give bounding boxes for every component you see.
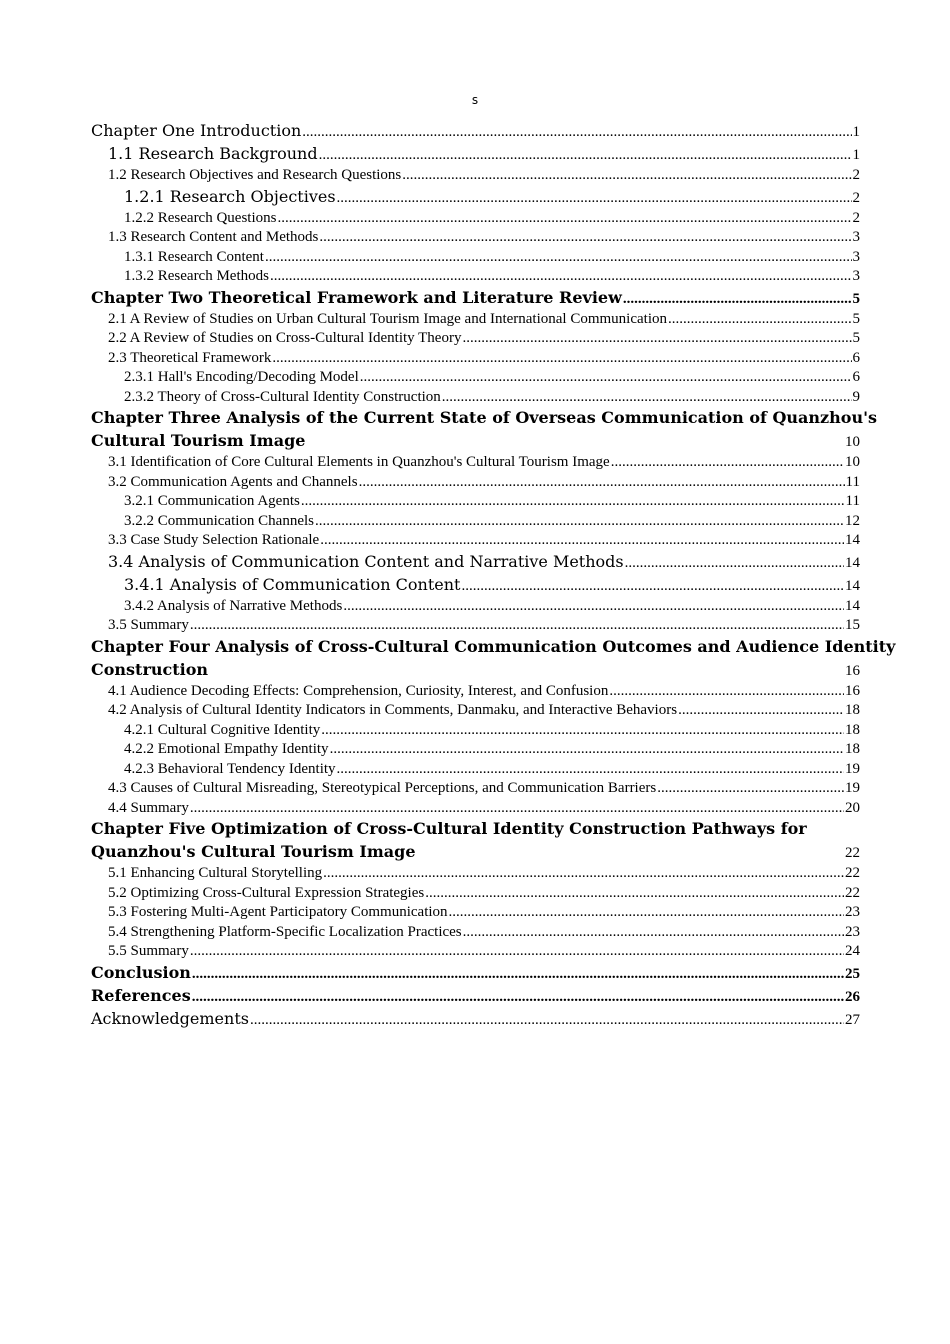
toc-entry-page: 11 (845, 493, 860, 509)
dot-leader (461, 578, 844, 595)
toc-entry[interactable] (91, 963, 860, 986)
toc-entry[interactable] (91, 187, 860, 210)
toc-entry-title: 5.2 Optimizing Cross-Cultural Expression Strategies (108, 884, 425, 901)
toc-entry-page: 3 (852, 268, 860, 284)
dot-leader (315, 513, 844, 530)
toc-entry[interactable] (91, 924, 860, 944)
dot-leader (449, 904, 844, 921)
toc-entry-page: 12 (845, 512, 860, 529)
toc-entry[interactable] (91, 454, 860, 474)
toc-entry[interactable] (91, 780, 860, 800)
dot-leader (463, 924, 844, 941)
dot-leader (192, 989, 844, 1006)
toc-entry-page: 18 (845, 721, 860, 738)
toc-entry-title: 5.3 Fostering Multi-Agent Participatory Communication (108, 904, 448, 920)
toc-entry-page: 18 (845, 741, 860, 757)
toc-entry-title: 4.3 Causes of Cultural Misreading, Stereotypical Perceptions, and Communication Barriers (108, 780, 657, 796)
toc-entry-page: 14 (845, 554, 860, 571)
dot-leader (359, 474, 845, 491)
toc-entry-page: 6 (852, 349, 860, 366)
toc-entry[interactable] (91, 575, 860, 598)
toc-entry[interactable] (91, 311, 860, 331)
toc-entry[interactable] (91, 904, 860, 924)
dot-leader (442, 389, 852, 406)
dot-leader (320, 532, 844, 549)
toc-entry-title-line1: Chapter Four Analysis of Cross-Cultural Communication Outcomes and Audience Identity (91, 636, 896, 656)
toc-entry[interactable] (91, 493, 860, 513)
dot-leader (337, 190, 852, 207)
dot-leader (277, 210, 851, 227)
toc-entry-page: 5 (852, 290, 860, 307)
toc-entry[interactable] (91, 474, 860, 494)
toc-entry[interactable] (91, 532, 860, 552)
dot-leader (360, 369, 852, 386)
toc-entry-page: 25 (845, 965, 860, 982)
toc-entry-page: 2 (852, 209, 860, 226)
toc-entry-page: 19 (845, 780, 860, 796)
toc-entry[interactable] (91, 722, 860, 742)
toc-entry[interactable] (91, 210, 860, 230)
toc-entry-page: 24 (845, 943, 860, 959)
dot-leader (611, 454, 844, 471)
toc-entry-title: 2.2 A Review of Studies on Cross-Cultural Identity Theory (108, 330, 462, 346)
toc-entry-title: 5.1 Enhancing Cultural Storytelling (108, 865, 323, 881)
toc-entry-title: 3.2.2 Communication Channels (124, 512, 314, 529)
toc-entry[interactable] (91, 1009, 860, 1032)
toc-entry[interactable] (91, 819, 860, 865)
toc-entry[interactable] (91, 330, 860, 350)
toc-entry[interactable] (91, 683, 860, 703)
dot-leader (265, 249, 852, 266)
toc-entry[interactable] (91, 617, 860, 637)
toc-entry-page: 27 (845, 1011, 860, 1028)
dot-leader (321, 722, 844, 739)
toc-entry-title: 4.2.2 Emotional Empathy Identity (124, 741, 329, 757)
toc-entry-title: 3.4.2 Analysis of Narrative Methods (124, 597, 343, 614)
dot-leader (190, 800, 844, 817)
toc-entry[interactable] (91, 369, 860, 389)
toc-entry[interactable] (91, 636, 896, 683)
toc-entry-title: Conclusion (91, 962, 191, 982)
toc-entry-title: 1.2.1 Research Objectives (124, 186, 336, 206)
dot-leader (668, 311, 852, 328)
toc-entry[interactable] (91, 741, 860, 761)
toc-entry[interactable] (91, 144, 860, 167)
toc-entry-page: 10 (845, 454, 860, 470)
toc-entry-title: 3.4 Analysis of Communication Content and Narrative Methods (108, 551, 624, 571)
dot-leader (323, 865, 844, 882)
toc-entry[interactable] (91, 121, 860, 144)
toc-entry[interactable] (91, 598, 860, 618)
toc-entry-title: Chapter One Introduction (91, 121, 302, 140)
toc-entry[interactable] (91, 885, 860, 905)
dot-leader (302, 124, 851, 141)
dot-leader (192, 966, 844, 983)
toc-entry[interactable] (91, 943, 860, 963)
dot-leader (657, 780, 844, 797)
toc-entry-page: 19 (845, 760, 860, 777)
toc-entry-page: 20 (845, 799, 860, 816)
toc-entry-page: 6 (852, 369, 860, 385)
toc-entry-title-line1: Chapter Five Optimization of Cross-Cultural Identity Construction Pathways for (91, 819, 807, 838)
toc-entry-page: 5 (852, 310, 860, 327)
toc-entry-title: Acknowledgements (91, 1008, 249, 1028)
toc-entry-page: 22 (845, 865, 860, 881)
dot-leader (270, 268, 852, 285)
toc-entry[interactable] (91, 761, 860, 781)
toc-entry[interactable] (91, 800, 860, 820)
toc-entry[interactable] (91, 389, 860, 409)
toc-entry[interactable] (91, 167, 860, 187)
toc-entry[interactable] (91, 408, 877, 454)
toc-entry[interactable] (91, 229, 860, 249)
toc-entry[interactable] (91, 702, 860, 722)
toc-entry-title-line1: Chapter Three Analysis of the Current State of Overseas Communication of Quanzhou's (91, 408, 877, 427)
dot-leader (190, 617, 844, 634)
dot-leader (343, 598, 844, 615)
toc-entry-title: 3.3 Case Study Selection Rationale (108, 532, 320, 548)
toc-entry-title: 3.5 Summary (108, 617, 189, 633)
toc-entry-title: 3.1 Identification of Core Cultural Elements in Quanzhou's Cultural Tourism Image (108, 454, 610, 470)
dot-leader (319, 229, 851, 246)
toc-entry-title: 1.2 Research Objectives and Research Questions (108, 167, 402, 183)
toc-entry-title: 5.5 Summary (108, 943, 189, 959)
toc-entry[interactable] (91, 268, 860, 288)
toc-entry-title: 4.1 Audience Decoding Effects: Comprehension, Curiosity, Interest, and Confusion (108, 682, 609, 699)
toc-entry-page: 15 (845, 617, 860, 633)
toc-entry-page: 2 (852, 189, 860, 206)
toc-entry-title: 1.1 Research Background (108, 144, 318, 163)
toc-entry-title: 1.3.2 Research Methods (124, 268, 269, 284)
toc-entry-page: 9 (852, 388, 860, 405)
toc-entry-title: 2.3.2 Theory of Cross-Cultural Identity Construction (124, 388, 441, 405)
toc-entry[interactable] (91, 513, 860, 533)
toc-entry-title: 4.2 Analysis of Cultural Identity Indicators in Comments, Danmaku, and Interactive Behaviors (108, 702, 678, 718)
toc-entry[interactable] (91, 986, 860, 1009)
toc-entry-page: 14 (845, 597, 860, 614)
toc-entry[interactable] (91, 350, 860, 370)
toc-entry-title: 3.2.1 Communication Agents (124, 493, 300, 509)
toc-entry-title-line2: Construction (91, 659, 209, 679)
toc-entry-title: 2.3.1 Hall's Encoding/Decoding Model (124, 369, 359, 385)
toc-entry[interactable] (91, 865, 860, 885)
toc-entry-title: 2.1 A Review of Studies on Urban Cultural Tourism Image and International Communication (108, 310, 667, 327)
toc-entry-title: References (91, 985, 191, 1005)
toc-entry-title: Chapter Two Theoretical Framework and Literature Review (91, 287, 622, 307)
toc-entry-page: 3 (852, 248, 860, 265)
toc-entry-page: 1 (852, 147, 860, 163)
dot-leader (330, 741, 844, 758)
dot-leader (190, 943, 844, 960)
page-header-mark: s (471, 93, 479, 107)
toc-entry-title: 5.4 Strengthening Platform-Specific Localization Practices (108, 923, 462, 940)
toc-entry-page: 16 (845, 682, 860, 699)
dot-leader (425, 885, 844, 902)
toc-entry-title: 1.3 Research Content and Methods (108, 229, 319, 245)
toc-entry[interactable] (91, 288, 860, 311)
toc-entry-title: 4.4 Summary (108, 799, 189, 816)
dot-leader (272, 350, 851, 367)
toc-entry-title: 3.4.1 Analysis of Communication Content (124, 574, 461, 594)
toc-entry[interactable] (91, 552, 860, 575)
toc-entry-page: 22 (845, 845, 860, 861)
toc-entry-title: 1.2.2 Research Questions (124, 209, 277, 226)
toc-entry-page: 5 (852, 330, 860, 346)
toc-entry-page: 11 (845, 473, 860, 490)
dot-leader (609, 683, 844, 700)
toc-entry-page: 2 (852, 167, 860, 183)
toc-entry-page: 1 (852, 124, 860, 140)
dot-leader (301, 493, 845, 510)
toc-entry-title: 4.2.1 Cultural Cognitive Identity (124, 721, 321, 738)
dot-leader (402, 167, 851, 184)
toc-entry-page: 14 (845, 577, 860, 594)
toc-entry-page: 26 (845, 988, 860, 1005)
toc-entry-page: 23 (845, 904, 860, 920)
dot-leader (319, 147, 852, 164)
toc-entry-page: 16 (845, 662, 860, 679)
toc-entry-page: 18 (845, 702, 860, 718)
dot-leader (462, 330, 851, 347)
toc-entry-page: 22 (845, 884, 860, 901)
toc-entry-title: 4.2.3 Behavioral Tendency Identity (124, 760, 336, 777)
toc-entry-title: 3.2 Communication Agents and Channels (108, 473, 358, 490)
toc-entry-title: 2.3 Theoretical Framework (108, 349, 272, 366)
dot-leader (678, 702, 844, 719)
dot-leader (623, 291, 852, 308)
dot-leader (625, 555, 844, 572)
toc-entry[interactable] (91, 249, 860, 269)
dot-leader (337, 761, 844, 778)
toc-entry-page: 3 (852, 229, 860, 245)
toc-entry-page: 14 (845, 532, 860, 548)
toc-entry-title-line2: Quanzhou's Cultural Tourism Image (91, 842, 416, 861)
dot-leader (250, 1012, 844, 1029)
toc-entry-page: 23 (845, 923, 860, 940)
toc-entry-page: 10 (845, 434, 860, 450)
table-of-contents (91, 121, 896, 1032)
toc-entry-title-line2: Cultural Tourism Image (91, 431, 306, 450)
toc-entry-title: 1.3.1 Research Content (124, 248, 264, 265)
